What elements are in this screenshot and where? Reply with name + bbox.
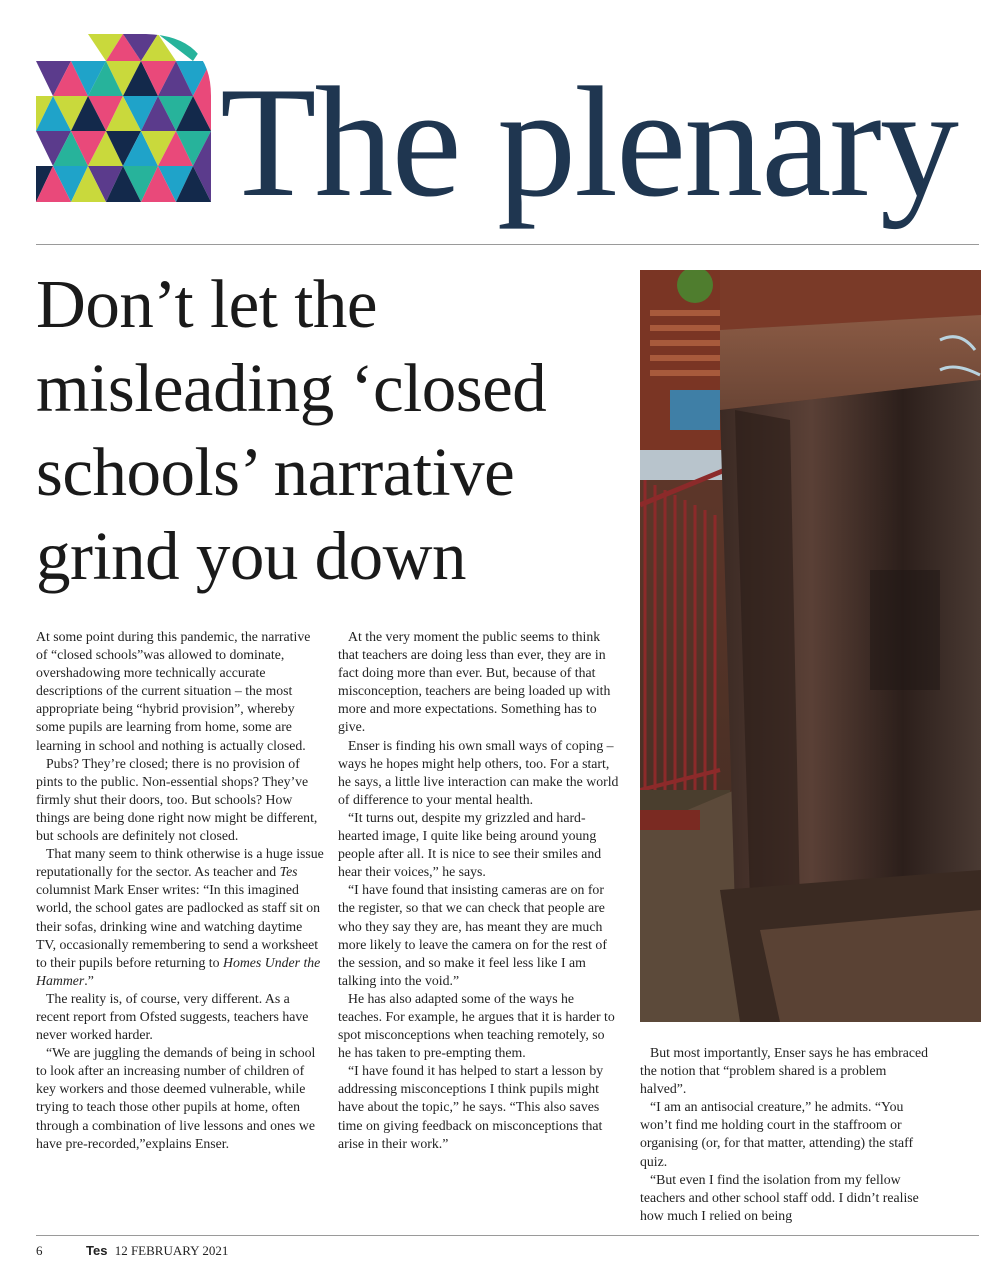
paragraph xyxy=(36,845,324,990)
text-run: That many seem to think otherwise is a huge issue reputationally for the sector. As teacher and xyxy=(36,846,324,880)
weathered-stone-pillar-photo-icon xyxy=(640,270,981,1022)
paragraph: “I have found that insisting cameras are on for the register, so that we can check that people are who they say they are, has meant they are much more likely to leave the camera on for the rest of the session, and so make it feel less like I am talking into the void.” xyxy=(338,882,607,988)
paragraph: “We are juggling the demands of being in school to look after an increasing number of children of key workers and those deemed vulnerable, while trying to teach those other pupils at home, often through a combination of live lessons and ones we have pre-recorded,”explains Enser. xyxy=(36,1045,316,1151)
text-run: columnist Mark Enser writes: “In this imagined world, the school gates are padlocked as staff sit on their sofas, drinking wine and watching daytime TV, occasionally remembering to send a worksheet to their pupils before returning to xyxy=(36,882,321,970)
brand-name: Tes xyxy=(86,1243,108,1258)
article-column-1 xyxy=(36,628,324,1153)
paragraph: He has also adapted some of the ways he teaches. For example, he argues that it is harder to spot misconceptions when teaching remotely, so he has taken to pre-empting them. xyxy=(338,990,615,1061)
section-title: The plenary xyxy=(220,55,957,230)
paragraph: At some point during this pandemic, the narrative of “closed schools”was allowed to dominate, overshadowing more technically accurate descriptions of the current situation – the most appropriate being “hybrid provision”, whereby some pupils are learning from home, some are learning in school and nothing is actually closed. xyxy=(36,629,311,753)
article-column-3 xyxy=(640,1044,930,1225)
paragraph: “It turns out, despite my grizzled and hard-hearted image, I quite like being around young people after all. It is nice to see their smiles and hear their voices,” he says. xyxy=(338,809,602,880)
paragraph: “I am an antisocial creature,” he admits. “You won’t find me holding court in the staffroom or organising (or, for that matter, attending) the staff quiz. xyxy=(640,1099,914,1169)
paragraph: But most importantly, Enser says he has embraced the notion that “problem shared is a problem halved”. xyxy=(640,1045,929,1097)
article-headline: Don’t let the misleading ‘closed schools’ narrative grind you down xyxy=(36,266,547,594)
paragraph: At the very moment the public seems to think that teachers are doing less than ever, they are in fact doing more than ever. But, because of that misconception, teachers are being loaded up with more and more expectations. Something has to give. xyxy=(338,629,611,735)
paragraph: “I have found it has helped to start a lesson by addressing misconceptions I think pupils might have about the topic,” he says. “This also saves time on giving feedback on misconceptions that arise in their work.” xyxy=(338,1063,604,1151)
paragraph: The reality is, of course, very different. As a recent report from Ofsted suggests, teachers have never worked harder. xyxy=(36,990,309,1043)
header-divider xyxy=(36,244,979,245)
paragraph: Pubs? They’re closed; there is no provision of pints to the public. Non-essential shops? They’ve firmly shut their doors, too. But schools? How things are being done right now might be different, but schools are definitely not closed. xyxy=(36,755,318,844)
publication-name: Tes xyxy=(279,864,298,880)
paragraph: Enser is finding his own small ways of coping – ways he hopes might help others, too. For a start, he says, a little live interaction can make the world of difference to your mental health. xyxy=(338,737,619,807)
text-run: .” xyxy=(84,972,94,988)
tv-show-title: Homes Under the Hammer xyxy=(36,954,321,988)
tes-plenary-logo xyxy=(36,26,211,202)
footer-divider xyxy=(36,1235,979,1236)
geometric-triangle-mosaic-logo-icon xyxy=(36,26,211,202)
issue-date: 12 FEBRUARY 2021 xyxy=(114,1243,229,1258)
page-number: 6 xyxy=(36,1243,43,1258)
page-footer xyxy=(36,1243,228,1259)
article-column-2 xyxy=(338,628,620,1153)
paragraph: “But even I find the isolation from my fellow teachers and other school staff odd. I didn’t realise how much I relied on being xyxy=(640,1171,919,1223)
article-photo xyxy=(640,270,981,1022)
